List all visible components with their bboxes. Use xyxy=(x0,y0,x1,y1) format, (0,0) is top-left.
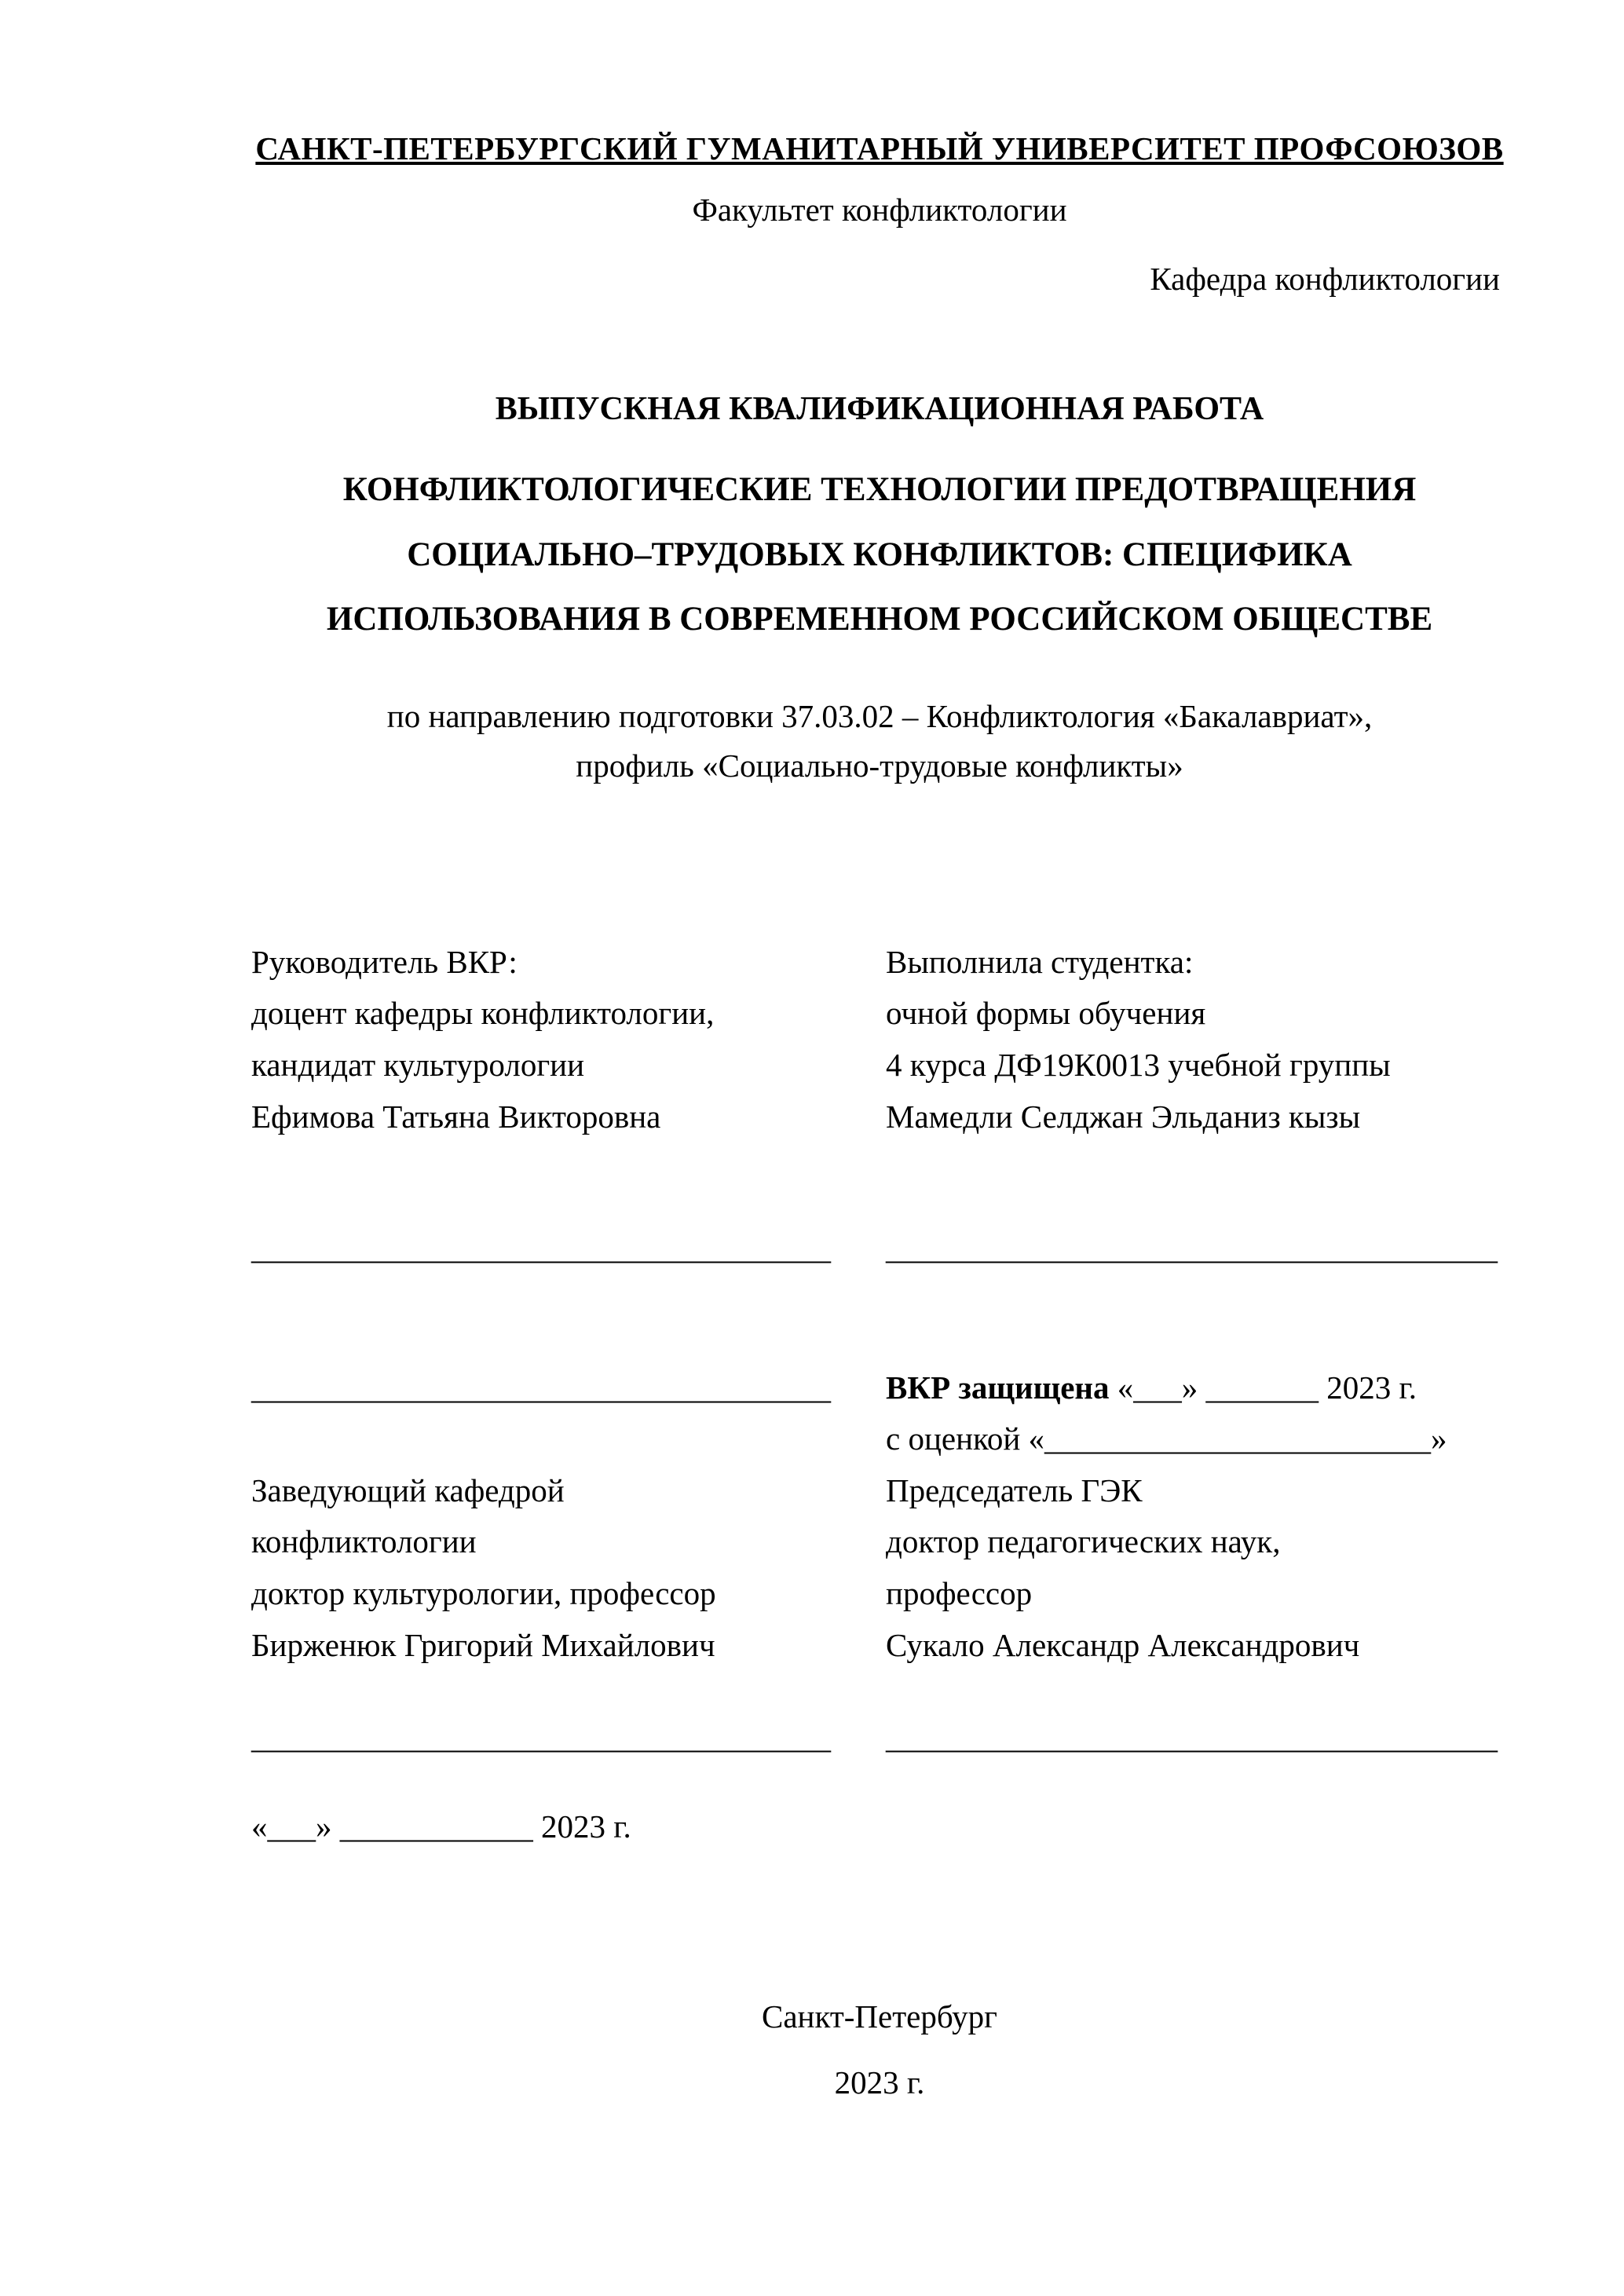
thesis-title-line-3: ИСПОЛЬЗОВАНИЯ В СОВРЕМЕННОМ РОССИЙСКОМ ОБЩЕСТВЕ xyxy=(326,601,1433,638)
chair-role: Председатель ГЭК xyxy=(886,1472,1143,1508)
supervisor-position: доцент кафедры конфликтологии, xyxy=(251,995,715,1032)
university-name: САНКТ-ПЕТЕРБУРГСКИЙ ГУМАНИТАРНЫЙ УНИВЕРСИТЕТ ПРОФСОЮЗОВ xyxy=(255,130,1504,166)
program-info xyxy=(251,692,1508,792)
head-signature-line-2: ____________________________________ xyxy=(251,1719,831,1756)
supervisor-degree: кандидат культурологии xyxy=(251,1046,585,1083)
program-line-1: по направлению подготовки 37.03.02 – Конфликтология «Бакалавриат», xyxy=(386,697,1373,734)
approval-block xyxy=(251,1362,1508,1672)
student-study-form: очной формы обучения xyxy=(886,995,1206,1032)
head-signature-line: ____________________________________ xyxy=(251,1369,831,1406)
program-line-2: профиль «Социально-трудовые конфликты» xyxy=(576,748,1183,784)
chair-degree: доктор педагогических наук, xyxy=(886,1523,1281,1560)
chair-rank: профессор xyxy=(886,1575,1033,1612)
spacer-line xyxy=(251,1413,886,1465)
supervisor-name: Ефимова Татьяна Викторовна xyxy=(251,1098,661,1135)
signature-row-2 xyxy=(251,1712,1508,1764)
defense-block xyxy=(886,1362,1508,1672)
student-block xyxy=(886,937,1508,1143)
people-block xyxy=(251,937,1508,1143)
thesis-title-line-1: КОНФЛИКТОЛОГИЧЕСКИЕ ТЕХНОЛОГИИ ПРЕДОТВРАЩЕНИЯ xyxy=(342,471,1417,508)
supervisor-block xyxy=(251,937,886,1143)
work-type-heading: ВЫПУСКНАЯ КВАЛИФИКАЦИОННАЯ РАБОТА xyxy=(495,391,1264,427)
supervisor-role: Руководитель ВКР: xyxy=(251,943,518,980)
department-head-block xyxy=(251,1362,886,1672)
student-name: Мамедли Селджан Эльданиз кызы xyxy=(886,1098,1361,1135)
chair-signature-line: ______________________________________ xyxy=(886,1719,1498,1756)
defense-grade-line: с оценкой «________________________» xyxy=(886,1420,1447,1457)
defense-label: ВКР защищена xyxy=(886,1369,1110,1406)
supervisor-signature-line: ____________________________________ xyxy=(251,1230,831,1267)
student-group: 4 курса ДФ19К0013 учебной группы xyxy=(886,1046,1391,1083)
date-row xyxy=(251,1801,1508,1853)
chair-name: Сукало Александр Александрович xyxy=(886,1626,1360,1663)
head-title-line-2: конфликтологии xyxy=(251,1523,477,1560)
student-signature-line: ______________________________________ xyxy=(886,1230,1498,1267)
page-content xyxy=(251,130,1508,2101)
signature-row-1 xyxy=(251,1223,1508,1274)
faculty-name: Факультет конфликтологии xyxy=(692,192,1067,228)
head-title-line-1: Заведующий кафедрой xyxy=(251,1472,565,1508)
head-degree: доктор культурологии, профессор xyxy=(251,1575,716,1612)
defense-date-line xyxy=(886,1362,1508,1414)
footer-year: 2023 г. xyxy=(834,2064,925,2101)
head-name: Бирженюк Григорий Михайлович xyxy=(251,1626,715,1663)
footer-city: Санкт-Петербург xyxy=(762,1998,997,2035)
defense-date-blanks: «___» _______ 2023 г. xyxy=(1117,1369,1417,1406)
student-role: Выполнила студентка: xyxy=(886,943,1194,980)
thesis-title-line-2: СОЦИАЛЬНО–ТРУДОВЫХ КОНФЛИКТОВ: СПЕЦИФИКА xyxy=(407,536,1352,573)
head-date-line: «___» ____________ 2023 г. xyxy=(251,1808,631,1844)
thesis-title xyxy=(251,458,1508,653)
department-name: Кафедра конфликтологии xyxy=(1150,261,1500,297)
